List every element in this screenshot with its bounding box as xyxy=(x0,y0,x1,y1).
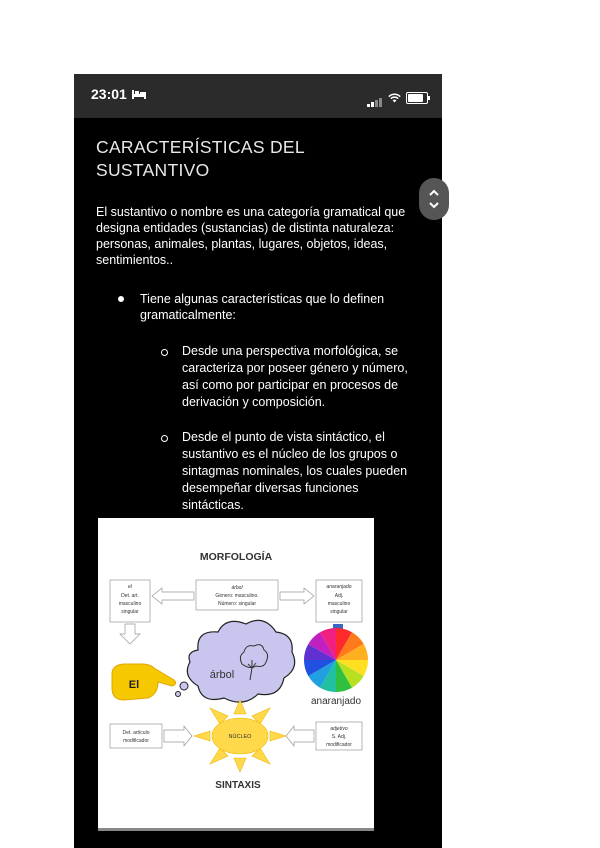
intro-paragraph: El sustantivo o nombre es una categoría gramatical que designa entidades (sustancias) de distinta naturaleza: personas, animales, plantas, lugares, objetos, ideas, sentimientos.. xyxy=(96,205,406,267)
signal-icon xyxy=(367,89,383,107)
color-wheel-icon xyxy=(304,628,368,692)
box-left-line: Det. art. xyxy=(121,593,139,599)
sub-bullet-circle xyxy=(161,435,168,442)
diagram-title: MORFOLOGÍA xyxy=(199,551,273,563)
arrow-left-icon xyxy=(286,726,314,746)
cloud-bubble-icon xyxy=(180,682,188,690)
bullet-dot xyxy=(118,296,124,302)
word-anaranjado: anaranjado xyxy=(310,696,362,707)
status-icons xyxy=(367,89,428,107)
box-bottom-right-line: adjetivo xyxy=(330,726,348,732)
scroll-arrows-button[interactable] xyxy=(419,178,449,220)
pointing-hand-icon xyxy=(112,664,176,700)
morfologia-diagram xyxy=(98,518,374,828)
arrow-right-icon xyxy=(164,726,192,746)
sun-nucleo-label: NÚCLEO xyxy=(228,734,252,740)
word-arbol: árbol xyxy=(209,669,235,681)
box-center-line: árbol xyxy=(231,585,243,591)
cloud-bubble-icon xyxy=(176,692,181,697)
box-right-line: singular xyxy=(330,609,348,615)
battery-icon xyxy=(406,92,428,104)
arrow-right-icon xyxy=(280,588,314,604)
bullet-item: Tiene algunas características que lo definen gramaticalmente: xyxy=(140,292,385,322)
box-right-line: masculino xyxy=(327,601,351,607)
box-right-line: Adj. xyxy=(334,593,344,599)
diagram-figure xyxy=(98,518,374,831)
box-center-line: Número: singular xyxy=(217,601,257,607)
status-time: 23:01 xyxy=(91,86,127,102)
sub-bullet-circle xyxy=(161,349,168,356)
box-bottom-left xyxy=(110,724,162,748)
box-left-line: masculino xyxy=(118,601,142,607)
wifi-icon xyxy=(388,93,401,103)
arrow-down-icon xyxy=(120,624,140,644)
box-left-line: el xyxy=(128,584,132,590)
chevron-down-icon[interactable] xyxy=(429,202,439,209)
box-left-line: singular xyxy=(121,609,139,615)
status-bar xyxy=(74,74,442,118)
bed-icon xyxy=(132,89,146,99)
box-bottom-right-line: S. Adj. xyxy=(331,734,347,740)
box-bottom-left-line: modificador xyxy=(123,738,149,744)
box-right-line: anaranjado xyxy=(326,584,352,590)
word-el: El xyxy=(128,679,140,691)
box-center-line: Género: masculino. xyxy=(215,593,259,599)
arrow-left-icon xyxy=(152,588,194,604)
box-bottom-right-line: modificador xyxy=(326,742,352,748)
box-bottom-left-line: Det. artículo xyxy=(122,730,150,736)
chevron-up-icon[interactable] xyxy=(429,189,439,196)
diagram-bottom-title: SINTAXIS xyxy=(215,780,261,791)
sub-item-sintaxis: Desde el punto de vista sintáctico, el sustantivo es el núcleo de los grupos o sintagmas nominales, los cuales pueden desempeñar diversas funciones sintácticas. xyxy=(182,430,408,512)
sub-item-morfologia: Desde una perspectiva morfológica, se caracteriza por poseer género y número, así como por participar en procesos de derivación y composición. xyxy=(182,344,408,409)
page-title: CARACTERÍSTICAS DEL SUSTANTIVO xyxy=(96,137,305,180)
